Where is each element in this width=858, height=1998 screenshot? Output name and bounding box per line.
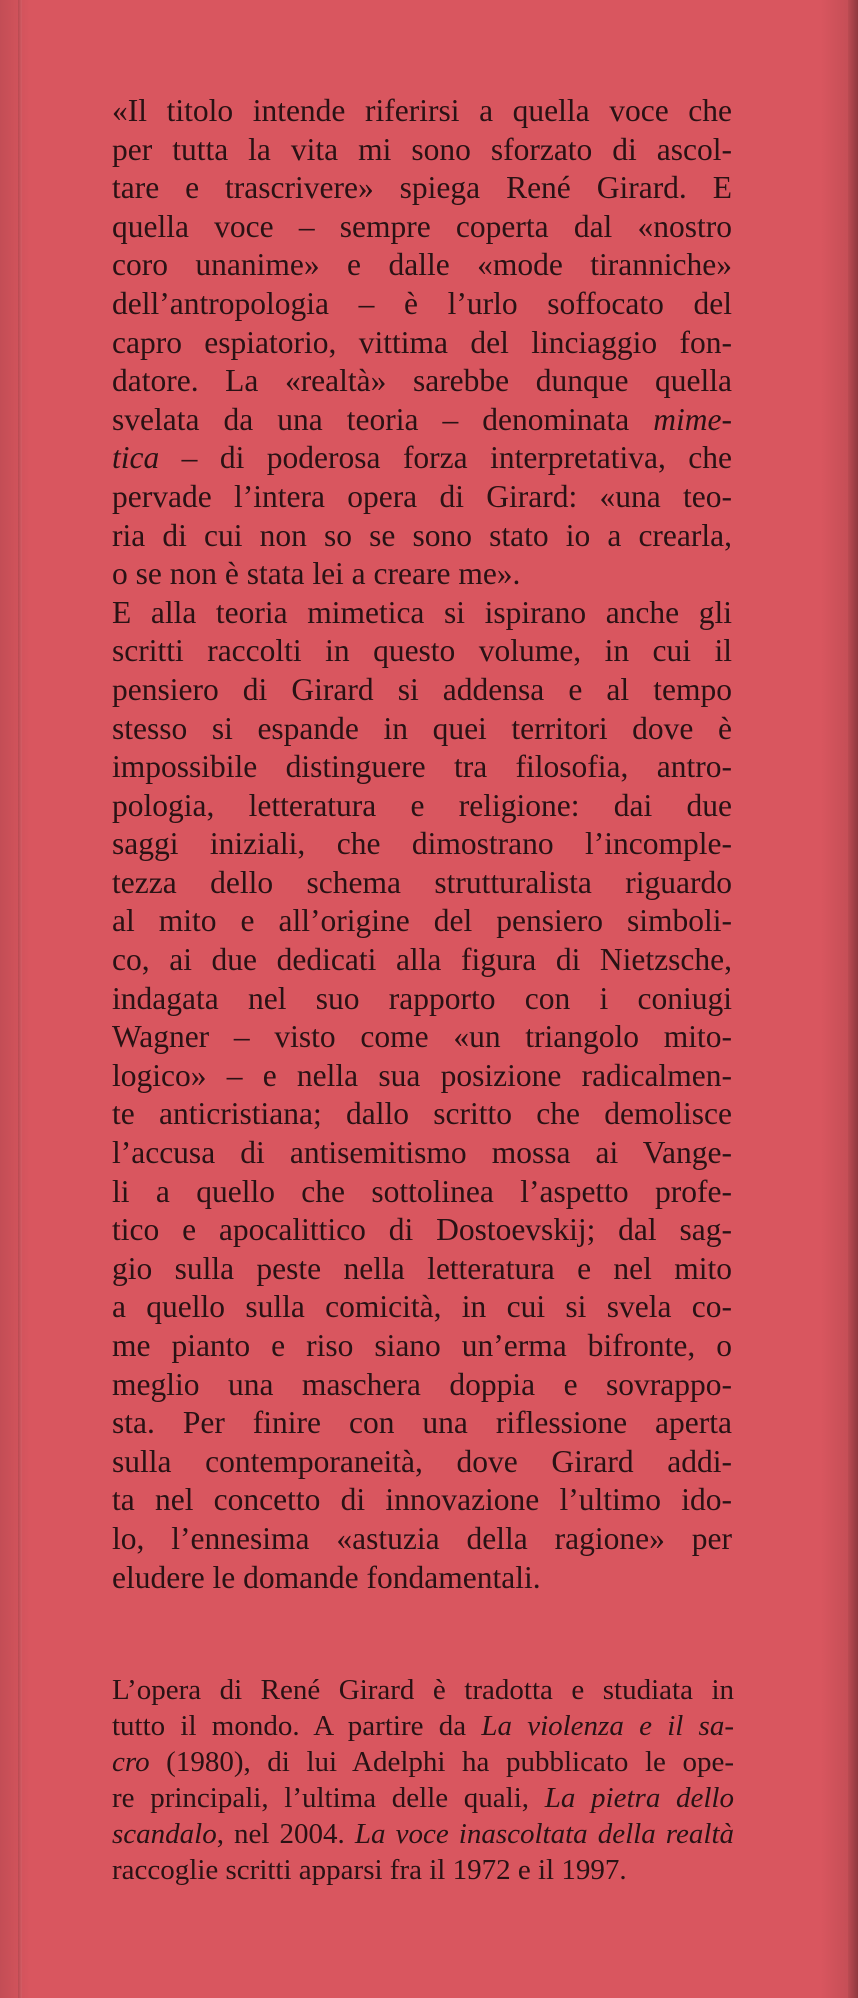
- text-run: scritti raccolti in questo volume, in cui il: [112, 633, 732, 669]
- italic-title: mime-: [653, 401, 732, 437]
- text-line: [112, 825, 732, 864]
- text-line: [112, 439, 732, 478]
- text-run: co, ai due dedicati alla figura di Nietzsche,: [112, 942, 732, 978]
- text-run: capro espiatorio, vittima del linciaggio fon-: [112, 324, 732, 360]
- text-line: [112, 1780, 734, 1816]
- text-line: [112, 1481, 732, 1520]
- text-run: svelata da una teoria – denominata: [112, 401, 654, 437]
- text-run: , nel 2004.: [216, 1818, 355, 1850]
- text-line: [112, 1852, 734, 1888]
- text-run: quella voce – sempre coperta dal «nostro: [112, 208, 732, 244]
- text-run: saggi iniziali, che dimostrano l’incomple-: [112, 826, 732, 862]
- text-run: «Il titolo intende riferirsi a quella voce che: [112, 93, 732, 128]
- text-run: lo, l’ennesima «astuzia della ragione» per: [112, 1520, 732, 1556]
- text-run: per tutta la vita mi sono sforzato di ascol-: [112, 131, 732, 167]
- text-run: me pianto e riso siano un’erma bifronte, o: [112, 1328, 732, 1363]
- text-run: dell’antropologia – è l’urlo soffocato del: [112, 285, 732, 321]
- text-line: [112, 1018, 732, 1057]
- text-line: [112, 980, 732, 1019]
- text-line: [112, 1443, 732, 1482]
- text-run: te anticristiana; dallo scritto che demolisce: [112, 1096, 732, 1132]
- text-line: [112, 671, 732, 710]
- text-line: [112, 362, 732, 401]
- text-run: logico» – e nella sua posizione radicalmen-: [112, 1057, 732, 1093]
- text-run: gio sulla peste nella letteratura e nel mito: [112, 1250, 732, 1286]
- text-line: [112, 169, 732, 208]
- text-run: ta nel concetto di innovazione l’ultimo ido-: [112, 1482, 732, 1518]
- text-run: impossibile distinguere tra filosofia, antro-: [112, 749, 732, 785]
- text-line: [112, 1173, 732, 1212]
- text-run: pervade l’intera opera di Girard: «una teo-: [112, 478, 732, 514]
- flap-fold: [18, 0, 22, 1998]
- text-line: [112, 864, 732, 903]
- italic-title: scandalo: [112, 1818, 217, 1850]
- text-line: [112, 401, 732, 440]
- italic-title: cro: [112, 1746, 150, 1778]
- text-run: o se non è stata lei a creare me».: [112, 556, 521, 592]
- text-line: [112, 1404, 732, 1443]
- text-run: tare e trascrivere» spiega René Girard. E: [112, 170, 732, 206]
- text-run: pologia, letteratura e religione: dai due: [112, 787, 732, 823]
- text-line: [112, 710, 732, 749]
- text-line: [112, 1288, 732, 1327]
- text-line: [112, 478, 732, 517]
- text-line: [112, 902, 732, 941]
- text-run: Wagner – visto come «un triangolo mito-: [112, 1019, 732, 1055]
- text-line: [112, 941, 732, 980]
- text-line: [112, 1520, 732, 1559]
- text-run: stesso si espande in quei territori dove è: [112, 710, 732, 746]
- text-line: [112, 748, 732, 787]
- text-line: [112, 1057, 732, 1096]
- text-line: [112, 131, 732, 170]
- italic-title: La pietra dello: [544, 1782, 734, 1814]
- text-line: [112, 632, 732, 671]
- text-line: [112, 787, 732, 826]
- text-line: [112, 1816, 734, 1852]
- text-line: [112, 1559, 732, 1598]
- text-line: [112, 246, 732, 285]
- text-run: a quello sulla comicità, in cui si svela co-: [112, 1289, 732, 1325]
- text-line: [112, 1366, 732, 1405]
- text-run: sta. Per finire con una riflessione aperta: [112, 1405, 732, 1441]
- text-line: [112, 92, 732, 131]
- text-line: [112, 1095, 732, 1134]
- italic-title: tica: [112, 440, 160, 476]
- text-run: al mito e all’origine del pensiero simboli-: [112, 903, 732, 939]
- text-run: indagata nel suo rapporto con i coniugi: [112, 980, 732, 1016]
- text-run: tutto il mondo. A partire da: [112, 1710, 482, 1742]
- text-line: [112, 285, 732, 324]
- text-run: eludere le domande fondamentali.: [112, 1559, 541, 1595]
- text-run: (1980), di lui Adelphi ha pubblicato le ope-: [149, 1746, 734, 1778]
- author-note: [112, 1672, 734, 1888]
- text-line: [112, 324, 732, 363]
- text-line: [112, 1744, 734, 1780]
- text-line: [112, 1250, 732, 1289]
- text-run: ria di cui non so se sono stato io a crearla,: [112, 517, 732, 553]
- text-line: [112, 1134, 732, 1173]
- text-run: tico e apocalittico di Dostoevskij; dal sag-: [112, 1212, 732, 1248]
- text-run: tezza dello schema strutturalista riguardo: [112, 864, 732, 900]
- text-run: datore. La «realtà» sarebbe dunque quella: [112, 363, 732, 399]
- text-run: sulla contemporaneità, dove Girard addi-: [112, 1443, 732, 1479]
- text-line: [112, 1708, 734, 1744]
- text-run: E alla teoria mimetica si ispirano anche gli: [112, 594, 732, 630]
- text-run: l’accusa di antisemitismo mossa ai Vange-: [112, 1135, 732, 1171]
- page-edge-shadow: [848, 0, 858, 1998]
- text-line: [112, 517, 732, 556]
- text-line: [112, 555, 732, 594]
- text-line: [112, 1211, 732, 1250]
- text-run: re principali, l’ultima delle quali,: [112, 1782, 545, 1814]
- text-run: meglio una maschera doppia e sovrappo-: [112, 1366, 732, 1402]
- italic-title: La violenza e il sa-: [481, 1710, 734, 1742]
- text-line: [112, 1327, 732, 1366]
- text-run: pensiero di Girard si addensa e al tempo: [112, 671, 732, 707]
- text-run: coro unanime» e dalle «mode tiranniche»: [112, 247, 732, 283]
- text-run: li a quello che sottolinea l’aspetto profe-: [112, 1173, 732, 1209]
- text-run: raccoglie scritti apparsi fra il 1972 e il 1997.: [112, 1854, 627, 1886]
- book-blurb: [112, 92, 732, 1597]
- text-line: [112, 208, 732, 247]
- text-line: [112, 594, 732, 633]
- text-run: – di poderosa forza interpretativa, che: [159, 440, 732, 476]
- text-run: L’opera di René Girard è tradotta e studiata in: [112, 1674, 734, 1706]
- text-line: [112, 1672, 734, 1708]
- italic-title: La voce inascoltata della realtà: [354, 1818, 735, 1850]
